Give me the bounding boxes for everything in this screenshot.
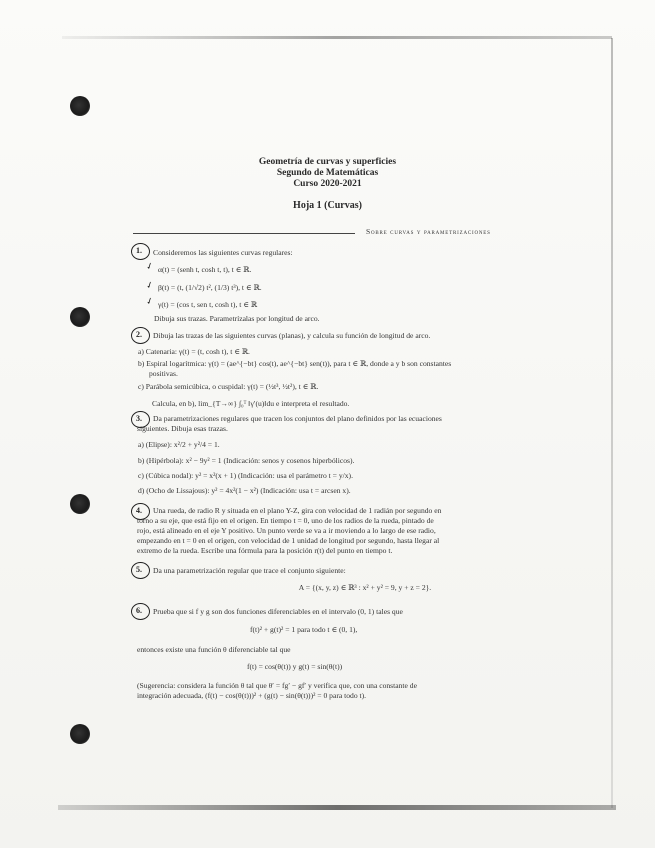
problem-2-item: c) Parábola semicúbica, o cuspidal: γ(t) = (½t³, ½t²), t ∈ ℝ. <box>138 382 319 391</box>
problem-3-number: 3. <box>136 414 142 423</box>
problem-2-item: b) Espiral logarítmica: γ(t) = (ae^{−bt} cos(t), ae^{−bt} sen(t)), para t ∈ ℝ, donde a y b son constantes <box>138 359 452 368</box>
problem-4-line: Una rueda, de radio R y situada en el plano Y-Z, gira con velocidad de 1 radián por segundo en <box>153 506 442 515</box>
problem-2-number: 2. <box>136 330 142 339</box>
problem-5-number: 5. <box>136 565 142 574</box>
academic-year: Curso 2020-2021 <box>293 179 362 189</box>
problem-1-item: β(t) = (t, (1/√2) t², (1/3) t³), t ∈ ℝ. <box>158 283 262 292</box>
problem-4-line: torno a su eje, que está fijo en el origen. En tiempo t = 0, uno de los radios de la rueda, pintado de <box>137 516 434 525</box>
problem-3-item: d) (Ocho de Lissajous): y² = 4x²(1 − x²) (Indicación: usa t = arcsen x). <box>138 486 351 495</box>
punch-hole-lower <box>70 494 90 514</box>
problem-6-formula-2: f(t) = cos(θ(t)) y g(t) = sin(θ(t)) <box>247 662 343 671</box>
check-mark: ✓ <box>144 279 155 292</box>
problem-4-number: 4. <box>136 506 142 515</box>
punch-hole-upper <box>70 307 90 327</box>
sheet-title: Hoja 1 (Curvas) <box>293 200 362 211</box>
page-right-edge <box>611 38 613 808</box>
course-title: Geometría de curvas y superficies <box>258 157 397 167</box>
document-header <box>0 157 655 190</box>
problem-4-line: extremo de la rueda. Escribe una fórmula para la posición r(t) del punto en tiempo t. <box>137 546 393 555</box>
punch-hole-top <box>70 96 90 116</box>
problem-1-intro: Consideremos las siguientes curvas regulares: <box>153 248 293 257</box>
problem-2-item: a) Catenaria: γ(t) = (t, cosh t), t ∈ ℝ. <box>138 347 250 356</box>
problem-2-intro: Dibuja las trazas de las siguientes curvas (planas), y calcula su función de longitud de arco. <box>153 331 431 340</box>
problem-4-line: rojo, está alineado en el eje Y positivo. Un punto verde se va a ir moviendo a lo largo de ese radio, <box>137 526 436 535</box>
problem-3-item: a) (Elipse): x²/2 + y²/4 = 1. <box>138 440 220 449</box>
section-title: Sobre curvas y parametrizaciones <box>366 227 491 236</box>
degree-name: Segundo de Matemáticas <box>276 168 379 178</box>
check-mark: ✓ <box>144 295 155 308</box>
problem-1-outro: Dibuja sus trazas. Parametrízalas por longitud de arco. <box>154 314 320 323</box>
problem-6-formula-1: f(t)² + g(t)² = 1 para todo t ∈ (0, 1), <box>250 625 358 634</box>
section-divider <box>133 233 355 234</box>
problem-5-formula: A = {(x, y, z) ∈ ℝ³ : x² + y² = 9, y + z = 2}. <box>298 583 432 592</box>
problem-3-item: c) (Cúbica nodal): y² = x²(x + 1) (Indicación: usa el parámetro t = y/x). <box>138 471 353 480</box>
problem-6-number: 6. <box>136 606 142 615</box>
problem-1-item: γ(t) = (cos t, sen t, cosh t), t ∈ ℝ <box>158 300 258 309</box>
problem-6-hint-continuation: integración adecuada, (f(t) − cos(θ(t)))² + (g(t) − sin(θ(t)))² = 0 para todo t). <box>137 691 367 700</box>
problem-6-intro: Prueba que si f y g son dos funciones diferenciables en el intervalo (0, 1) tales que <box>153 607 403 616</box>
problem-3-item: b) (Hipérbola): x² − 9y² = 1 (Indicación: senos y cosenos hiperbólicos). <box>138 456 355 465</box>
problem-3-intro: Da parametrizaciones regulares que tracen los conjuntos del plano definidos por las ecuaciones <box>153 414 442 423</box>
page-bottom-edge <box>58 805 616 810</box>
problem-6-hint: (Sugerencia: considera la función θ tal que θ′ = fg′ − gf′ y verifica que, con una constante de <box>137 681 417 690</box>
problem-6-middle-text: entonces existe una función θ diferenciable tal que <box>137 645 291 654</box>
page-top-edge <box>62 36 612 39</box>
problem-2-outro: Calcula, en b), lim_{T→∞} ∫₀ᵀ ‖γ′(u)‖du e interpreta el resultado. <box>152 399 350 408</box>
punch-hole-bottom <box>70 724 90 744</box>
problem-5-intro: Da una parametrización regular que trace el conjunto siguiente: <box>153 566 346 575</box>
problem-1-item: α(t) = (senh t, cosh t, t), t ∈ ℝ. <box>158 265 252 274</box>
problem-4-line: empezando en t = 0 en el origen, con velocidad de 1 unidad de longitud por segundo, hasta llegar al <box>137 536 440 545</box>
problem-2-item-continuation: positivas. <box>149 369 178 378</box>
problem-1-number: 1. <box>136 246 142 255</box>
problem-3-intro-continuation: siguientes. Dibuja esas trazas. <box>137 424 228 433</box>
check-mark: ✓ <box>144 260 155 273</box>
